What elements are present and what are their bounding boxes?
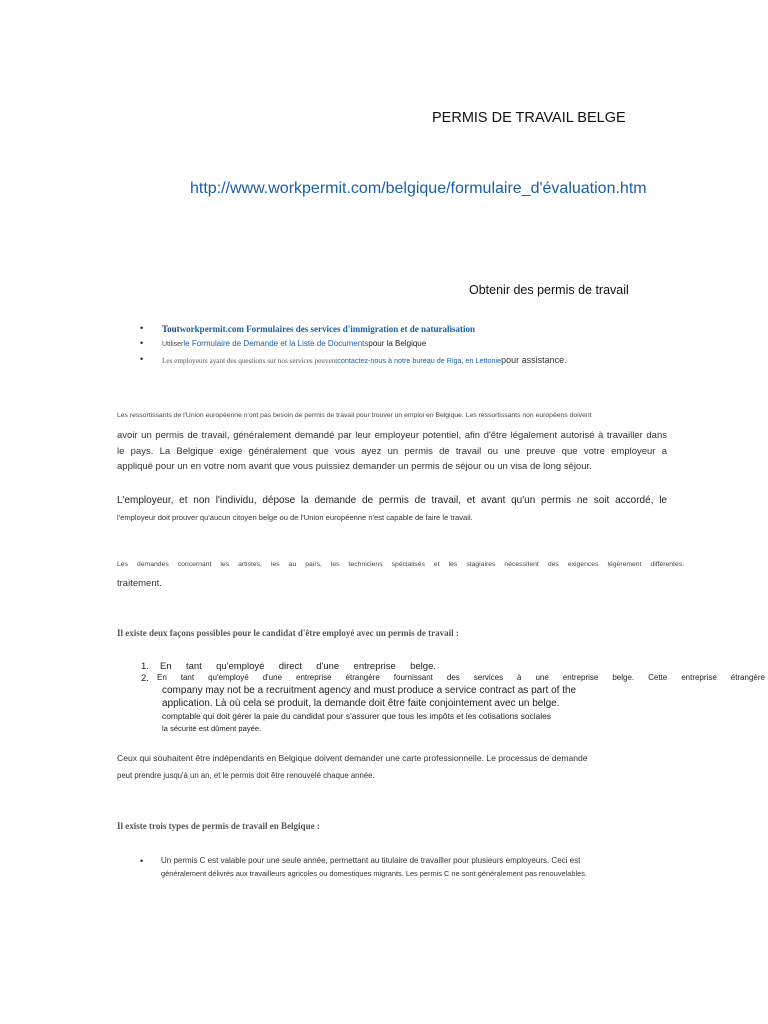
bullet-suffix: pour assistance. xyxy=(501,355,567,365)
bullet-suffix: pour la Belgique xyxy=(368,339,427,348)
bullet-prefix: Utiliser xyxy=(162,341,184,348)
paragraph-1-line-2: avoir un permis de travail, généralement demandé par leur employeur potentiel, afin d'être légalement autorisé à travailler dans xyxy=(117,430,667,441)
list-number: 2. xyxy=(141,673,149,684)
paragraph-2-line-1: L'employeur, et non l'individu, dépose la demande de permis de travail, et avant qu'un permis ne soit accordé, le xyxy=(117,495,667,506)
bullet-item-application xyxy=(162,339,426,348)
paragraph-1-line-3: le pays. La Belgique exige généralement que vous ayez un permis de travail ou une preuve que votre employeur a xyxy=(117,446,667,457)
section-heading-ways: Il existe deux façons possibles pour le candidat d'être employé avec un permis de travail : xyxy=(117,628,459,638)
ordered-item-2-line-1: En tant qu'employé d'une entreprise étrangère fournissant des services à une entreprise belge. Cette entreprise étrangère xyxy=(157,673,765,682)
bullet-marker: • xyxy=(140,354,144,364)
paragraph-3-line-2: traitement. xyxy=(117,578,162,589)
bullet-prefix: Les employeurs ayant des questions sur nos services peuvent xyxy=(162,357,338,365)
document-title: PERMIS DE TRAVAIL BELGE xyxy=(432,110,626,126)
bullet-marker: • xyxy=(140,338,144,348)
section-heading-types: Il existe trois types de permis de travail en Belgique : xyxy=(117,821,320,831)
paragraph-1-line-1: Les ressortissants de l'Union européenne n'ont pas besoin de permis de travail pour trouver un emploi en Belgique. Les ressortissants non européens doivent xyxy=(117,412,592,419)
ordered-item-2-line-3: application. Là où cela se produit, la demande doit être faite conjointement avec un belge. xyxy=(162,698,560,709)
ordered-item-2-line-2: company may not be a recruitment agency and must produce a service contract as part of the xyxy=(162,685,577,696)
ordered-item-1: En tant qu'employé direct d'une entreprise belge. xyxy=(160,661,436,672)
section-subtitle: Obtenir des permis de travail xyxy=(469,283,629,297)
contact-link[interactable]: contactez-nous à notre bureau de Riga, en Lettonie xyxy=(337,356,502,365)
evaluation-form-link[interactable]: http://www.workpermit.com/belgique/formulaire_d'évaluation.htm xyxy=(190,180,647,197)
bullet-item-contact xyxy=(162,355,567,365)
bullet-marker: • xyxy=(140,856,144,866)
forms-link[interactable]: workpermit.com Formulaires des services d'immigration et de naturalisation xyxy=(179,324,475,334)
paragraph-2-line-2: l'employeur doit prouver qu'aucun citoyen belge ou de l'Union européenne n'est capable de faire le travail. xyxy=(117,513,473,522)
paragraph-1-line-4: appliqué pour un en votre nom avant que vous puissiez demander un permis de séjour ou un visa de long séjour. xyxy=(117,461,592,472)
paragraph-3-line-1: Les demandes concernant les artistes, les au pairs, les techniciens spécialisés et les stagiaires nécessitent des exigences légèrement différentes. xyxy=(117,561,684,568)
bullet-prefix: Tout xyxy=(162,324,180,334)
list-number: 1. xyxy=(141,661,149,672)
bullet-marker: • xyxy=(140,323,144,333)
permit-c-line-1: Un permis C est valable pour une seule année, permettant au titulaire de travailler pour plusieurs employeurs. Ceci est xyxy=(161,856,581,865)
paragraph-4-line-1: Ceux qui souhaitent être indépendants en Belgique doivent demander une carte professionnelle. Le processus de demande xyxy=(117,753,588,763)
ordered-item-2-line-4: comptable qui doit gérer la paie du candidat pour s'assurer que tous les impôts et les cotisations sociales xyxy=(162,711,551,721)
application-form-link[interactable]: le Formulaire de Demande et la Liste de Documents xyxy=(183,339,369,348)
permit-c-line-2: généralement délivrés aux travailleurs agricoles ou domestiques migrants. Les permis C ne sont généralement pas renouvelables. xyxy=(161,869,588,878)
bullet-item-forms xyxy=(162,324,475,334)
paragraph-4-line-2: peut prendre jusqu'à un an, et le permis doit être renouvelé chaque année. xyxy=(117,771,375,780)
ordered-item-2-line-5: la sécurité est dûment payée. xyxy=(162,724,262,733)
